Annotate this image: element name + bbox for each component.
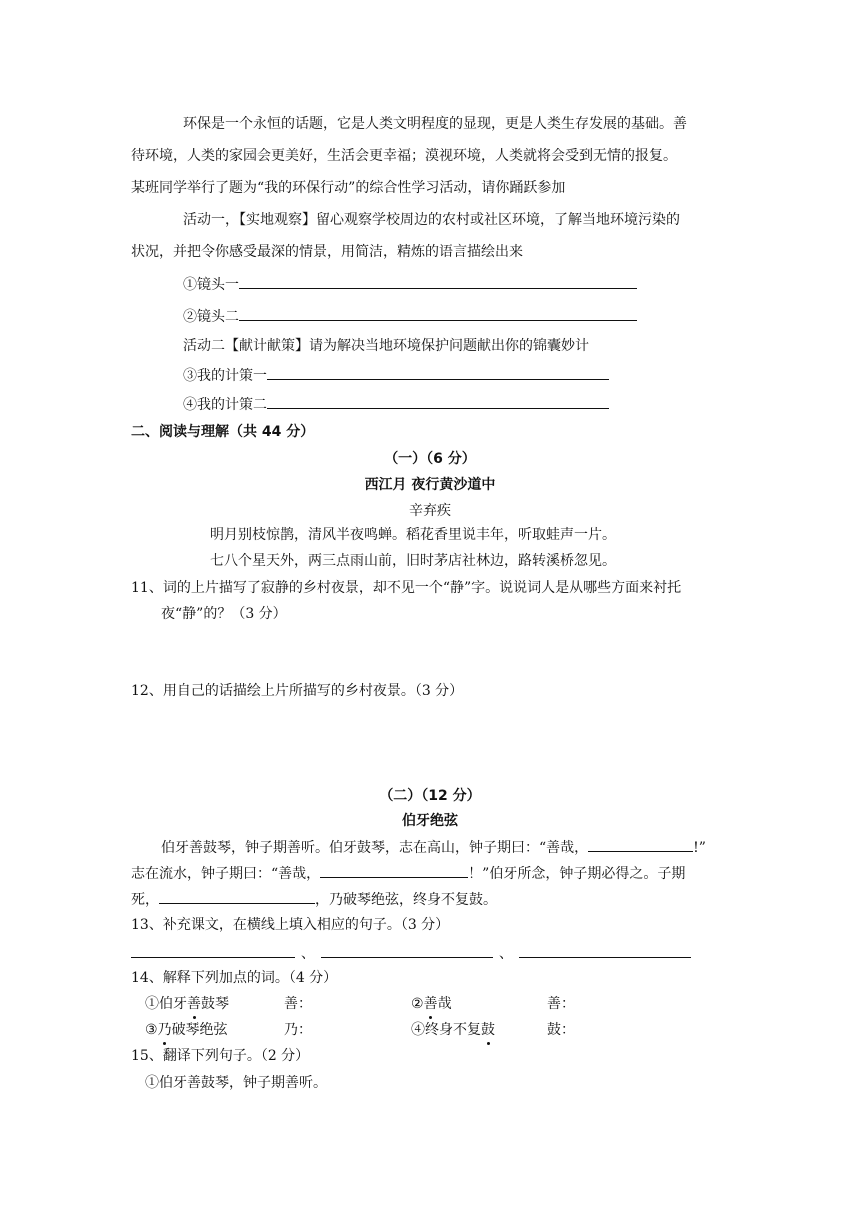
plan-2-label: ④我的计策二: [183, 397, 267, 413]
text-title: 伯牙绝弦: [402, 813, 458, 829]
word-4-a: ④终身不复: [411, 1022, 481, 1038]
question-14: 14、解释下列加点的词。（4 分）: [131, 970, 338, 986]
lens-1-row: [183, 274, 637, 295]
answer-separator-2: 、: [499, 946, 513, 962]
activity1-line-2: 状况，并把令你感受最深的情景，用简洁，精炼的语言描绘出来: [131, 244, 523, 260]
poem-line-2: 七八个星天外，两三点雨山前，旧时茅店社林边，路转溪桥忽见。: [210, 553, 616, 569]
answer-blank-2[interactable]: [321, 943, 493, 958]
word-1: [145, 994, 229, 1014]
word-1-a: ①伯牙: [145, 996, 187, 1012]
poem-line-1: 明月别枝惊鹊，清风半夜鸣蝉。稻花香里说丰年，听取蛙声一片。: [210, 527, 616, 543]
text-line-1-a: 伯牙善鼓琴，钟子期善听。伯牙鼓琴，志在高山，钟子期曰：“善哉，: [161, 840, 589, 856]
part-2-label: （二）（12 分）: [379, 788, 481, 804]
question-13-answer-row: [131, 943, 691, 964]
word-3-b: 破琴绝弦: [171, 1022, 228, 1038]
text-line-3-b: ，乃破琴绝弦，终身不复鼓。: [315, 892, 497, 908]
intro-line-2: 待环境，人类的家园会更美好，生活会更幸福；漠视环境，人类就将会受到无情的报复。: [131, 148, 677, 164]
text-line-3-a: 死，: [131, 892, 159, 908]
word-2-b: 哉: [437, 996, 452, 1012]
word-2-answer-label: 善：: [547, 996, 575, 1012]
lens-2-blank[interactable]: [239, 306, 637, 321]
poem-title: 西江月 夜行黄沙道中: [364, 477, 496, 493]
word-2-dotted: 善: [423, 996, 438, 1012]
part-1-label: （一）（6 分）: [384, 451, 476, 467]
word-1-b: 鼓琴: [201, 996, 229, 1012]
word-4: [411, 1020, 495, 1040]
answer-blank-3[interactable]: [519, 943, 691, 958]
activity1-line-1: 活动一，【实地观察】留心观察学校周边的农村或社区环境，了解当地环境污染的: [183, 212, 680, 228]
question-11-line-1: 11、词的上片描写了寂静的乡村夜景，却不见一个“静”字。说说词人是从哪些方面来衬托: [131, 580, 682, 596]
word-4-answer-label: 鼓：: [547, 1022, 575, 1038]
plan-1-label: ③我的计策一: [183, 368, 267, 384]
lens-1-blank[interactable]: [239, 274, 637, 289]
text-blank-2[interactable]: [320, 863, 468, 878]
text-line-3: [131, 889, 497, 910]
text-line-1: [161, 837, 706, 858]
question-13: 13、补充课文，在横线上填入相应的句子。（3 分）: [131, 917, 450, 933]
word-4-dotted: 鼓: [481, 1022, 495, 1038]
word-3-a: ③: [145, 1022, 158, 1038]
text-line-2: [131, 863, 685, 884]
plan-2-row: [183, 394, 609, 415]
question-12: 12、用自己的话描绘上片所描写的乡村夜景。（3 分）: [131, 683, 464, 699]
plan-1-row: [183, 365, 609, 386]
answer-blank-1[interactable]: [131, 943, 295, 958]
word-2: [411, 994, 452, 1014]
plan-1-blank[interactable]: [267, 365, 609, 380]
word-1-dotted: 善: [187, 996, 201, 1012]
word-3-answer-label: 乃：: [284, 1022, 312, 1038]
lens-2-label: ②镜头二: [183, 309, 239, 325]
answer-separator-1: 、: [301, 946, 315, 962]
poem-author: 辛弃疾: [409, 503, 451, 519]
question-15-item-1: ①伯牙善鼓琴，钟子期善听。: [145, 1075, 327, 1091]
plan-2-blank[interactable]: [267, 394, 609, 409]
question-15: 15、翻译下列句子。（2 分）: [131, 1048, 310, 1064]
text-blank-3[interactable]: [159, 889, 315, 904]
text-line-1-b: !”: [693, 840, 706, 856]
intro-line-1: 环保是一个永恒的话题，它是人类文明程度的显现，更是人类生存发展的基础。善: [183, 116, 687, 132]
text-blank-1[interactable]: [588, 837, 693, 852]
text-line-2-a: 志在流水，钟子期曰：“善哉，: [131, 866, 321, 882]
question-11-line-2: 夜“静”的？（3 分）: [161, 606, 287, 622]
text-line-2-b: ！”伯牙所念，钟子期必得之。子期: [468, 866, 686, 882]
word-2-a: ②: [411, 996, 424, 1012]
word-1-answer-label: 善：: [284, 996, 312, 1012]
lens-2-row: [183, 306, 637, 327]
word-3-dotted: 乃: [157, 1022, 172, 1038]
word-3: [145, 1020, 228, 1040]
activity2-line: 活动二【献计献策】请为解决当地环境保护问题献出你的锦囊妙计: [183, 338, 589, 354]
intro-line-3: 某班同学举行了题为“我的环保行动”的综合性学习活动，请你踊跃参加: [131, 180, 566, 196]
section-2-heading: 二、阅读与理解（共 44 分）: [131, 424, 315, 440]
lens-1-label: ①镜头一: [183, 277, 239, 293]
